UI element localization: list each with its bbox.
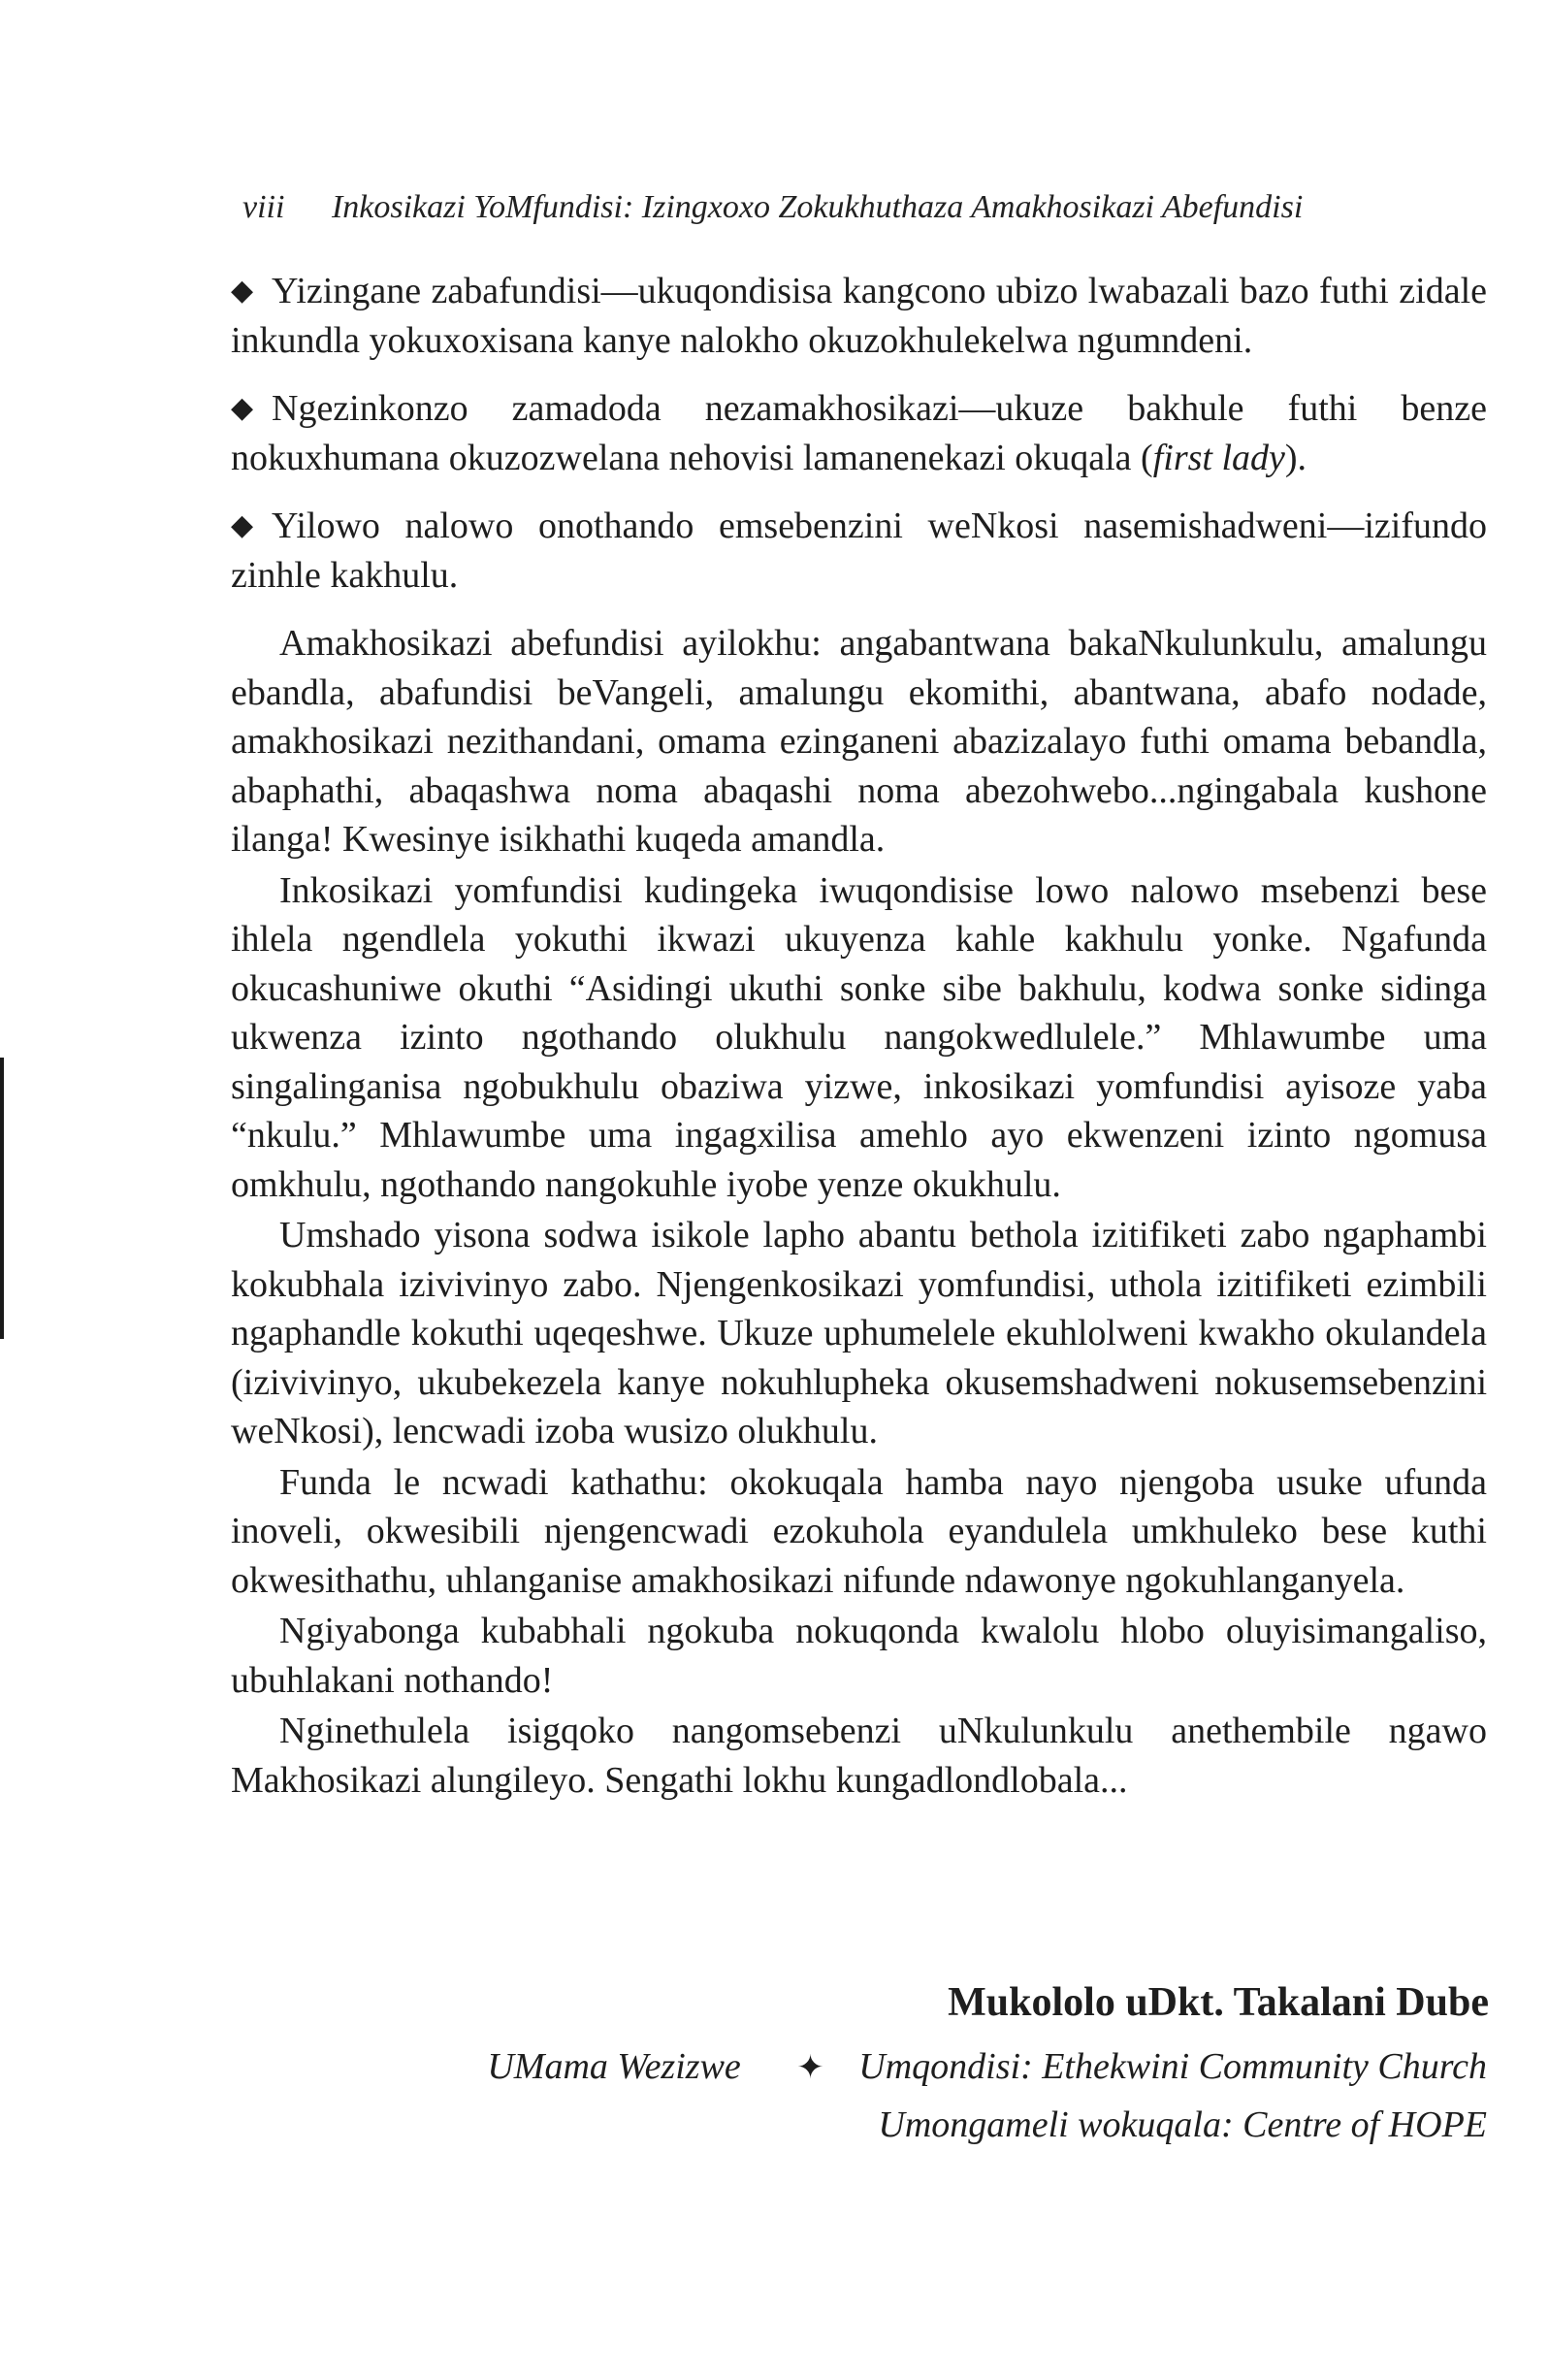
four-point-star-icon: ✦ (796, 2050, 824, 2086)
diamond-bullet-icon: ◆ (231, 509, 254, 541)
bullet-text-before: Ngezinkonzo zamadoda nezamakhosikazi—ukuze bakhule futhi benze nokuxhumana okuzozwelana nehovisi lamanenekazi okuqala ( (231, 388, 1487, 478)
body-paragraph: Funda le ncwadi kathathu: okokuqala hamba nayo njengoba usuke ufunda inoveli, okwesibili njengencwadi ezokuhola eyandulela umkhuleko bese kuthi okwesithathu, uhlanganise amakhosikazi nifunde ndawonye ngokuhlanganyela. (231, 1461, 1487, 1601)
body-paragraph: Ngiyabonga kubabhali ngokuba nokuqonda kwalolu hlobo oluyisimangaliso, ubuhlakani nothando! (231, 1611, 1487, 1701)
bullet-italic-term: first lady (1152, 437, 1285, 478)
bullet-text: Yizingane zabafundisi—ukuqondisisa kangcono ubizo lwabazali bazo futhi zidale inkundla yokuxoxisana kanye nalokho okuzokhulekelwa ngumndeni. (231, 271, 1487, 361)
bullet-item (231, 384, 1487, 482)
page-edge-shadow (0, 1058, 4, 1339)
diamond-bullet-icon: ◆ (231, 275, 254, 307)
page-body (231, 267, 1487, 1807)
body-paragraph: Umshado yisona sodwa isikole lapho abantu bethola izitifiketi zabo ngaphambi kokubhala izivivinyo zabo. Njengenkosikazi yomfundisi, uthola izitifiketi ezimbili ngaphandle kokuthi uqeqeshwe. Ukuze uphumelele ekuhlolweni kwakho okulandela (izivivinyo, ukubekezela kanye nokuhlupheka okusemshadweni nokusemsebenzini weNkosi), lencwadi izoba wusizo olukhulu. (231, 1215, 1487, 1451)
role-left: UMama Wezizwe (487, 2046, 741, 2087)
diamond-bullet-icon: ◆ (231, 392, 254, 424)
bullet-text (231, 388, 1487, 478)
bullet-text: Yilowo nalowo onothando emsebenzini weNkosi nasemishadweni—izifundo zinhle kakhulu. (231, 505, 1487, 596)
signature-name: Mukololo uDkt. Takalani Dube (948, 1980, 1489, 2025)
running-title: Inkosikazi YoMfundisi: Izingxoxo Zokukhuthaza Amakhosikazi Abefundisi (331, 189, 1304, 225)
body-paragraph: Inkosikazi yomfundisi kudingeka iwuqondisise lowo nalowo msebenzi bese ihlela ngendlela yokuthi ikwazi ukuyenza kahle kakhulu yonke. Ngafunda okucashuniwe okuthi “Asidingi ukuthi sonke sibe bakhulu, kodwa sonke sidinga ukwenza izinto ngothando olukhulu nangokwedlulele.” Mhlawumbe uma singalinganisa ngobukhulu obaziwa yizwe, inkosikazi yomfundisi ayisoze yaba “nkulu.” Mhlawumbe uma ingagxilisa amehlo ayo ekwenzeni izinto ngomusa omkhulu, ngothando nangokuhle iyobe yenze okukhulu. (231, 869, 1487, 1205)
running-header (242, 189, 1303, 226)
bullet-text-after: ). (1284, 437, 1307, 478)
role-right: Umqondisi: Ethekwini Community Church (858, 2046, 1487, 2087)
body-paragraph: Amakhosikazi abefundisi ayilokhu: angabantwana bakaNkulunkulu, amalungu ebandla, abafundisi beVangeli, amalungu ekomithi, abantwana, abafo nodade, amakhosikazi nezithandani, omama ezinganeni abazizalayo futhi omama bebandla, abaphathi, abaqashwa noma abaqashi noma abezohwebo...ngingabala kushone ilanga! Kwesinye isikhathi kuqeda amandla. (231, 623, 1487, 860)
signature-role-second: Umongameli wokuqala: Centre of HOPE (878, 2104, 1487, 2145)
bullet-item (231, 502, 1487, 600)
body-paragraph: Nginethulela isigqoko nangomsebenzi uNkulunkulu anethembile ngawo Makhosikazi alungileyo. Sengathi lokhu kungadlondlobala... (231, 1711, 1487, 1801)
page-number: viii (242, 189, 285, 225)
bullet-item (231, 267, 1487, 365)
signature-roles (487, 2045, 1487, 2088)
